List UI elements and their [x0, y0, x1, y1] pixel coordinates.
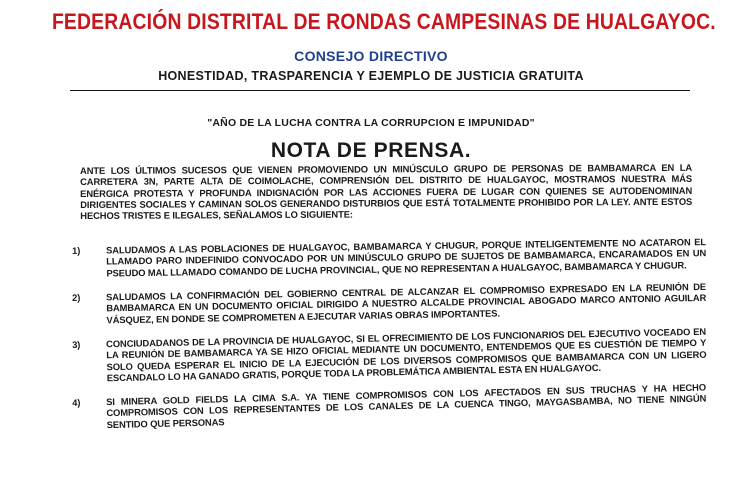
item-text: CONCIUDADANOS DE LA PROVINCIA DE HUALGAYOC, SI EL OFRECIMIENTO DE LOS FUNCIONARIOS DEL EJECUTIVO VOCEADO EN LA REUNIÓN DE BAMBAMARCA YA SE HIZO OFICIAL MEDIANTE UN DOCUMENTO, ENTENDEMOS QUE ES CUESTIÓN DE TIEMPO Y SOLO QUEDA ESPERAR EL INICIO DE LA EJECUCIÓN DE LOS DIVERSOS COMPROMISOS QUE BAMBAMARCA CON UN LIGERO ESCANDALO LO HA GANADO GRATIS, PORQUE TODA LA PROBLEMÁTICA AMBIENTAL ESTA EN HUALGAYOC.	[105, 325, 707, 383]
item-text: SALUDAMOS LA CONFIRMACIÓN DEL GOBIERNO CENTRAL DE ALCANZAR EL COMPROMISO EXPRESADO EN LA REUNIÓN DE BAMBAMARCA EN UN DOCUMENTO OFICIAL DIRIGIDO A NUESTRO ALCALDE PROVINCIAL ABOGADO MARCO ANTONIO AGUILAR VÁSQUEZ, EN DONDE SE COMPROMETEN A EJECUTAR VARIAS OBRAS IMPORTANTES.	[105, 280, 707, 325]
points-list	[72, 236, 707, 444]
item-number: 1)	[72, 244, 81, 256]
intro-paragraph: ANTE LOS ÚLTIMOS SUCESOS QUE VIENEN PROMOVIENDO UN MINÚSCULO GRUPO DE PERSONAS DE BAMBAMARCA EN LA CARRETERA 3N, PARTE ALTA DE COIMOLACHE, COMPRENSIÓN DEL DISTRITO DE HUALGAYOC, MOSTRAMOS NUESTRA MÁS ENÉRGICA PROTESTA Y PROFUNDA INDIGNACIÓN POR LAS ACCIONES FUERA DE LUGAR CON QUIENES SE AUTODENOMINAN DIRIGENTES SOCIALES Y CAMINAN SOLOS GENERANDO DISTURBIOS QUE ESTÁ TOTALMENTE PROHIBIDO POR LA LEY. ANTE ESTOS HECHOS TRISTES E ILEGALES, SEÑALAMOS LO SIGUIENTE:	[80, 161, 693, 222]
federation-title: FEDERACIÓN DISTRITAL DE RONDAS CAMPESINAS DE HUALGAYOC.	[51, 9, 716, 34]
press-release-heading: NOTA DE PRENSA.	[270, 139, 472, 162]
list-item	[72, 236, 706, 279]
list-item	[72, 326, 707, 384]
item-number: 4)	[72, 396, 81, 408]
list-item	[72, 381, 707, 430]
list-item	[72, 281, 706, 326]
item-text: SALUDAMOS A LAS POBLACIONES DE HUALGAYOC, BAMBAMARCA Y CHUGUR, PORQUE INTELIGENTEMENTE NO ACATARON EL LLAMADO PARO INDEFINIDO CONVOCADO POR UN MINÚSCULO GRUPO DE SUJETOS DE BAMBAMARCA, ENCARAMADOS EN UN PSEUDO MAL LLAMADO COMANDO DE LUCHA PROVINCIAL, QUE NO REPRESENTAN A HUALGAYOC, BAMBAMARCA Y CHUGUR.	[105, 236, 707, 279]
motto-line: HONESTIDAD, TRASPARENCIA Y EJEMPLO DE JUSTICIA GRATUITA	[158, 69, 584, 83]
header-divider	[70, 90, 690, 91]
year-motto: "AÑO DE LA LUCHA CONTRA LA CORRUPCION E IMPUNIDAD"	[207, 117, 535, 129]
item-text: SI MINERA GOLD FIELDS LA CIMA S.A. YA TIENE COMPROMISOS CON LOS AFECTADOS EN SUS TRUCHAS Y HA HECHO COMPROMISOS CON LOS REPRESENTANTES DE LOS CANALES DE LA CUENCA TINGO, MAYGASBAMBA, NO TIENE NINGÚN SENTIDO QUE PERSONAS	[105, 381, 707, 430]
item-number: 2)	[72, 291, 81, 303]
council-subtitle: CONSEJO DIRECTIVO	[294, 48, 448, 64]
item-number: 3)	[72, 338, 81, 350]
